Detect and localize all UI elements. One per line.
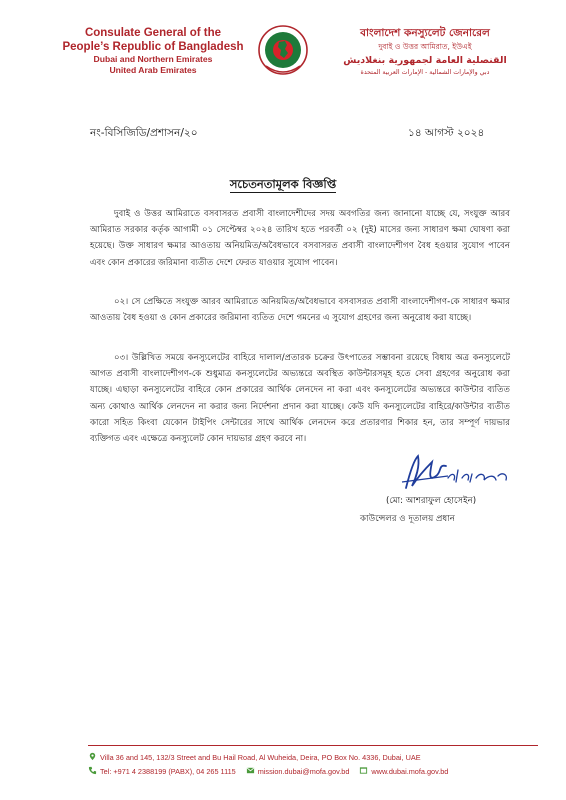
letterhead-en-line4: United Arab Emirates xyxy=(109,65,197,75)
bangladesh-emblem-icon xyxy=(258,22,308,80)
paragraph-2: ০২। সে প্রেক্ষিতে সংযুক্ত আরব আমিরাতে অনিয়মিত/অবৈধভাবে বসবাসরত প্রবাসী বাংলাদেশীগণ-কে সাধারণ ক্ষমার আওতায় বৈধ হওয়া ও কোন প্রকারের জরিমানা ব্যতিত দেশে গমনের এ সুযোগ গ্রহণের জন্য অনুরোধ করা যাচ্ছে। xyxy=(90,297,510,324)
paragraph-3: ০৩। উল্লিখিত সময়ে কনস্যুলেটের বাহিরে দালাল/প্রতারক চক্রের উৎপাতের সম্ভাবনা রয়েছে বিধায় অত্র কনস্যুলেটে আগত প্রবাসী বাংলাদেশীগণ-কে শুধুমাত্র কনস্যুলেটের অভ্যন্তরে অবস্থিত কাউন্টারসমূহ হতে সেবা গ্রহণের অনুরোধ করা যাচ্ছে। এছাড়া কনস্যুলেটের বাহিরে কোন প্রকারের আর্থিক লেনদেন না করা এবং কনস্যুলেটের অভ্যন্তরে কাউন্টার ব্যতিত অন্য কোথাও আর্থিক লেনদেন না করার জন্য নির্দেশনা প্রদান করা যাচ্ছে। কেউ যদি কনস্যুলেটের বাহিরে/কাউন্টার ব্যতীত কারো সহিত কিংবা যেকোন টাইপিং সেন্টারের সাথে আর্থিক লেনদেন করে প্রতারণার শিকার হন, তার সম্পূর্ণ দায়ভার ব্যক্তিগত এবং এক্ষেত্রে কনস্যুলেট কোন দায়ভার গ্রহণ করবে না। xyxy=(90,353,510,445)
footer-contact-line xyxy=(88,766,548,776)
footer-address-line xyxy=(88,752,548,762)
footer-address: Villa 36 and 145, 132/3 Street and Bu Hail Road, Al Wuheida, Deira, PO Box No. 4336, Dubai, UAE xyxy=(100,753,421,762)
footer-email[interactable]: mission.dubai@mofa.gov.bd xyxy=(257,767,350,776)
letterhead-en-line2: People’s Republic of Bangladesh xyxy=(62,41,244,53)
handwritten-signature xyxy=(398,452,518,494)
letter-date: ১৪ আগস্ট ২০২৪ xyxy=(408,127,485,139)
signer-designation: কাউন্সেলর ও দূতালয় প্রধান xyxy=(360,514,455,524)
letterhead-bn-line2: দুবাই ও উত্তর আমিরাত, ইউএই xyxy=(378,42,472,51)
paragraph-1: দুবাই ও উত্তর আমিরাতে বসবাসরত প্রবাসী বাংলাদেশীদের সদয় অবগতির জন্য জানানো যাচ্ছে যে, সংযুক্ত আরব আমিরাত সরকার কর্তৃক আগামী ০১ সেপ্টেম্বর ২০২৪ তারিখ হতে পরবর্তী ০২ (দুই) মাসের জন্য সাধারণ ক্ষমা ঘোষণা করা হয়েছে। উক্ত সাধারণ ক্ষমার আওতায় অনিয়মিত/অবৈধভাবে বসবাসরত প্রবাসী বাংলাদেশীগণ বৈধ হওয়ার সুযোগ পাবেন এবং কোন প্রকারের জরিমানা ব্যতীত দেশে ফেরত যাওয়ার সুযোগ পাবেন। xyxy=(90,209,510,268)
footer-website[interactable]: www.dubai.mofa.gov.bd xyxy=(371,767,449,776)
letterhead-en-line1: Consulate General of the xyxy=(84,27,222,39)
notice-title xyxy=(0,176,566,195)
letterhead-bangla-arabic xyxy=(330,26,520,78)
phone-icon xyxy=(88,766,97,775)
memo-number: নং-বিসিজিডি/প্রশাসন/২০ xyxy=(90,127,198,139)
signer-name: (মো: আশরাফুল হোসেইন) xyxy=(386,496,477,506)
footer-divider xyxy=(88,745,538,746)
location-icon xyxy=(88,752,97,761)
letterhead-ar-line1: القنصلية العامة لجمهورية بنغلاديش xyxy=(343,55,507,66)
notice-title-text: সচেতনতামূলক বিজ্ঞপ্তি xyxy=(229,177,337,191)
letterhead-bn-line1: বাংলাদেশ কনস্যুলেট জেনারেল xyxy=(360,27,490,39)
globe-icon xyxy=(359,766,368,775)
email-icon xyxy=(246,766,255,775)
footer-phone: Tel: +971 4 2388199 (PABX), 04 265 1115 xyxy=(100,767,236,776)
letterhead-ar-line2: دبي والإمارات الشمالية - الإمارات العربية المتحدة xyxy=(360,69,490,76)
letterhead-en-line3: Dubai and Northern Emirates xyxy=(93,54,213,64)
letterhead-english xyxy=(58,26,248,76)
